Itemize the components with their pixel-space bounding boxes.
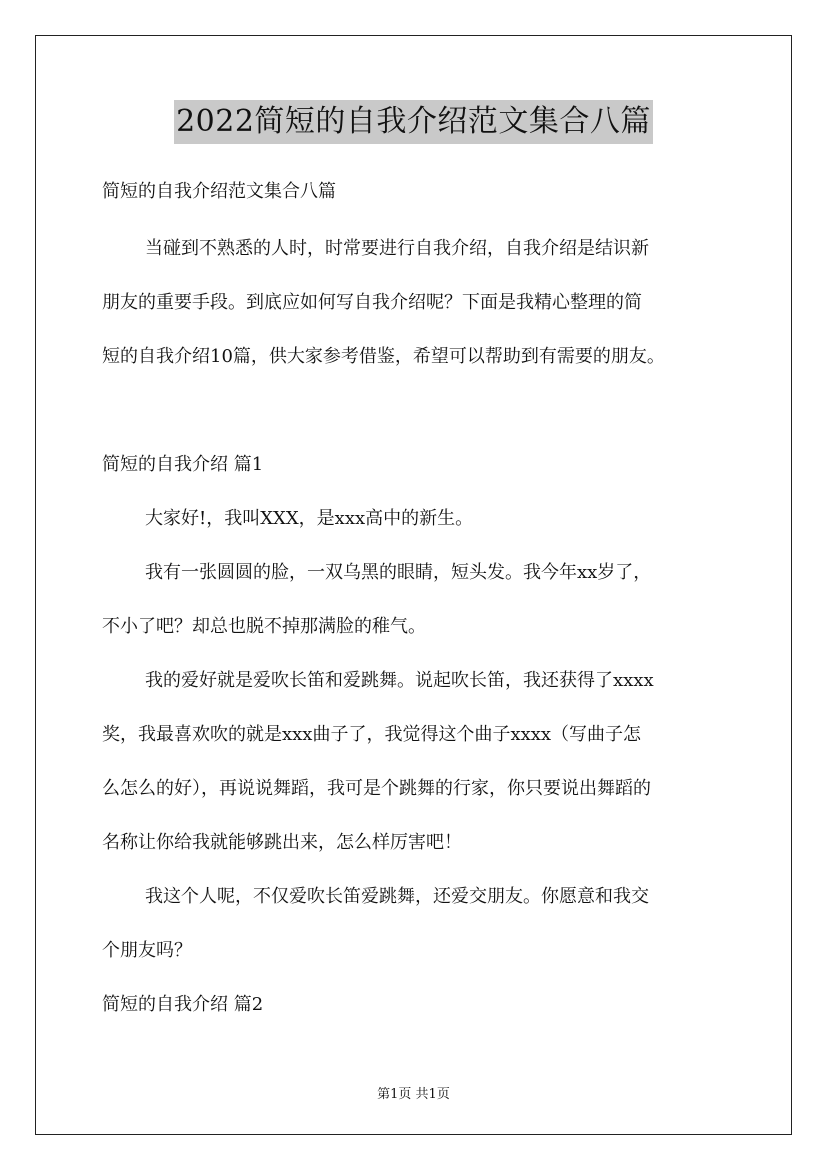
document-title: 2022简短的自我介绍范文集合八篇 <box>174 100 653 144</box>
paragraph-line: 么怎么的好），再说说舞蹈，我可是个跳舞的行家，你只要说出舞蹈的 <box>102 778 651 799</box>
section-heading: 简短的自我介绍 篇2 <box>102 994 264 1015</box>
paragraph-line: 我的爱好就是爱吹长笛和爱跳舞。说起吹长笛，我还获得了xxxx <box>145 670 654 691</box>
paragraph-line: 大家好!，我叫XXX，是xxx高中的新生。 <box>145 508 474 529</box>
paragraph-line: 个朋友吗？ <box>102 940 192 961</box>
paragraph-line: 名称让你给我就能够跳出来，怎么样厉害吧！ <box>102 832 462 853</box>
paragraph-line: 朋友的重要手段。到底应如何写自我介绍呢？下面是我精心整理的简 <box>102 292 642 313</box>
paragraph-line: 当碰到不熟悉的人时，时常要进行自我介绍，自我介绍是结识新 <box>145 238 649 259</box>
paragraph-line: 我这个人呢，不仅爱吹长笛爱跳舞，还爱交朋友。你愿意和我交 <box>145 886 649 907</box>
page-footer: 第1页 共1页 <box>377 1087 450 1102</box>
paragraph-line: 短的自我介绍10篇，供大家参考借鉴，希望可以帮助到有需要的朋友。 <box>102 346 665 367</box>
paragraph-line: 不小了吧？却总也脱不掉那满脸的稚气。 <box>102 616 426 637</box>
subtitle-line: 简短的自我介绍范文集合八篇 <box>102 181 336 202</box>
paragraph-line: 奖，我最喜欢吹的就是xxx曲子了，我觉得这个曲子xxxx（写曲子怎 <box>102 724 642 745</box>
title-wrap <box>0 100 827 144</box>
paragraph-line: 我有一张圆圆的脸，一双乌黑的眼睛，短头发。我今年xx岁了， <box>145 562 652 583</box>
section-heading: 简短的自我介绍 篇1 <box>102 454 264 475</box>
